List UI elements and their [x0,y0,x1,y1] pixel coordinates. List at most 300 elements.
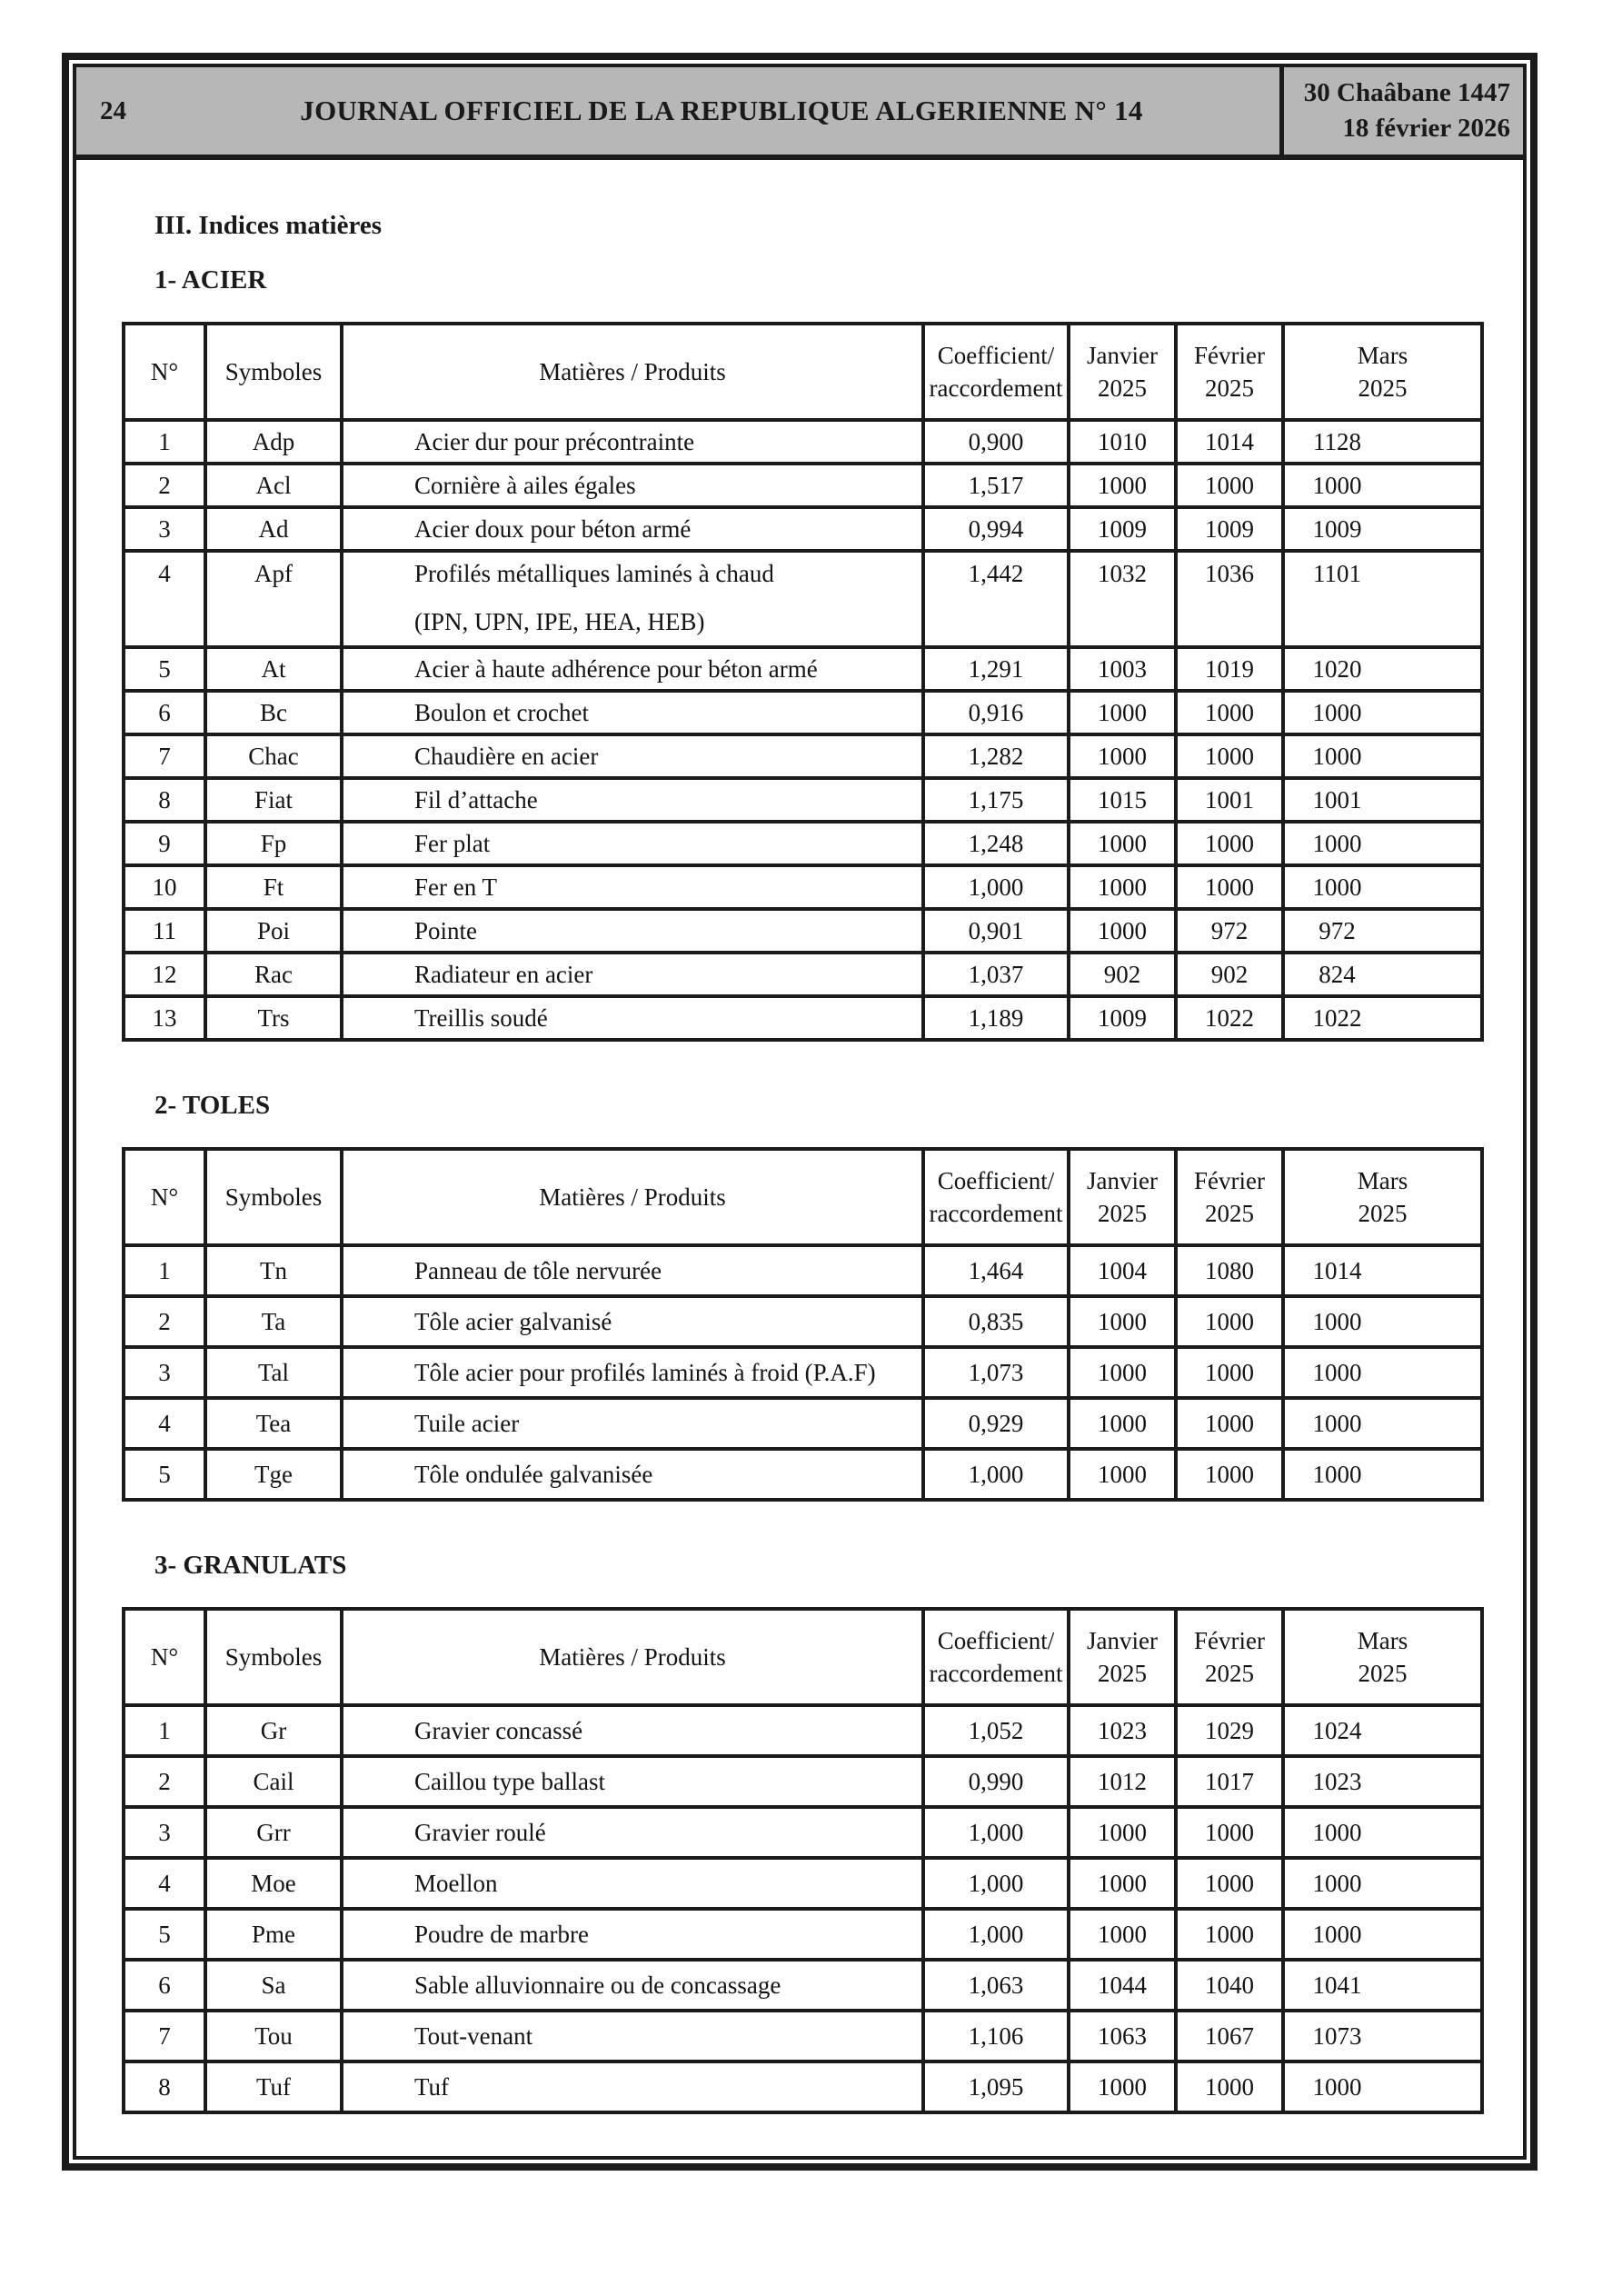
cell-produit [342,734,923,778]
cell-symbole: Ta [205,1296,342,1347]
col-fevrier [1176,324,1283,420]
cell-symbole: Grr [205,1807,342,1858]
cell-coefficient: 1,000 [923,1807,1069,1858]
cell-symbole: Rac [205,953,342,996]
cell-janvier: 1000 [1069,822,1176,865]
cell-mars: 1024 [1283,1705,1482,1756]
cell-mars: 1000 [1283,464,1482,507]
cell-produit [342,1347,923,1398]
cell-coefficient: 1,175 [923,778,1069,822]
table-toles [122,1147,1484,1502]
cell-janvier: 1000 [1069,2061,1176,2112]
col-symboles: Symboles [205,1149,342,1245]
cell-fevrier: 1000 [1176,691,1283,734]
cell-produit [342,1296,923,1347]
cell-fevrier: 1022 [1176,996,1283,1040]
cell-numero: 2 [124,464,205,507]
col-fevrier [1176,1149,1283,1245]
cell-symbole: Tuf [205,2061,342,2112]
table-row [124,464,1482,507]
cell-numero: 13 [124,996,205,1040]
produit-text: Tuf [414,2072,450,2101]
table-row [124,1807,1482,1858]
table-row [124,909,1482,953]
cell-produit [342,822,923,865]
cell-mars: 1000 [1283,691,1482,734]
cell-mars: 1041 [1283,1960,1482,2011]
table-title-granulats: 3- GRANULATS [154,1551,347,1580]
cell-produit [342,1449,923,1500]
col-mars-line1: Mars [1357,342,1408,369]
cell-produit [342,1705,923,1756]
cell-coefficient: 1,248 [923,822,1069,865]
col-mars-line2: 2025 [1358,374,1408,402]
col-janvier-line2: 2025 [1098,374,1147,402]
date-box [1279,67,1523,155]
cell-coefficient: 0,835 [923,1296,1069,1347]
col-fevrier-line1: Février [1194,1627,1265,1654]
cell-symbole: Trs [205,996,342,1040]
table-row [124,1909,1482,1960]
cell-mars: 1000 [1283,1398,1482,1449]
cell-fevrier: 1000 [1176,1858,1283,1909]
cell-mars: 1000 [1283,1449,1482,1500]
cell-produit [342,1909,923,1960]
produit-text: Moellon [414,1869,498,1897]
cell-fevrier: 1017 [1176,1756,1283,1807]
produit-text: Poudre de marbre [414,1920,589,1948]
cell-symbole: Tge [205,1449,342,1500]
cell-produit [342,1807,923,1858]
cell-janvier: 1000 [1069,1807,1176,1858]
cell-numero: 1 [124,1245,205,1296]
cell-fevrier: 1000 [1176,464,1283,507]
cell-fevrier: 1000 [1176,1347,1283,1398]
produit-text: Fer en T [414,873,497,901]
produit-text: Acier doux pour béton armé [414,514,692,543]
table-row [124,2061,1482,2112]
cell-mars: 1000 [1283,2061,1482,2112]
cell-janvier: 1009 [1069,996,1176,1040]
col-produits: Matières / Produits [342,1149,923,1245]
cell-numero: 8 [124,778,205,822]
table-row [124,865,1482,909]
col-mars-line1: Mars [1357,1627,1408,1654]
cell-coefficient: 1,106 [923,2011,1069,2061]
produit-text-line2: (IPN, UPN, IPE, HEA, HEB) [414,608,705,635]
cell-janvier: 1000 [1069,464,1176,507]
col-coefficient [923,1149,1069,1245]
produit-text: Treillis soudé [414,1003,548,1032]
cell-produit [342,691,923,734]
cell-produit [342,778,923,822]
col-mars-line1: Mars [1357,1167,1408,1194]
table-row [124,647,1482,691]
produit-text: Gravier roulé [414,1818,546,1846]
table-row [124,1960,1482,2011]
produit-text: Profilés métalliques laminés à chaud [414,560,774,587]
col-produits: Matières / Produits [342,324,923,420]
col-mars [1283,1609,1482,1705]
col-fevrier-line2: 2025 [1205,1200,1254,1227]
cell-coefficient: 1,464 [923,1245,1069,1296]
cell-produit [342,1398,923,1449]
col-fevrier-line1: Février [1194,342,1265,369]
table-row [124,2011,1482,2061]
produit-text: Chaudière en acier [414,742,599,770]
cell-produit [342,1756,923,1807]
col-janvier-line1: Janvier [1087,1167,1158,1194]
table-acier [122,322,1484,1042]
cell-mars: 1022 [1283,996,1482,1040]
col-coefficient-line1: Coefficient/ [937,1627,1055,1654]
cell-mars: 1000 [1283,734,1482,778]
cell-mars: 1000 [1283,1858,1482,1909]
cell-fevrier: 1000 [1176,1807,1283,1858]
cell-fevrier: 902 [1176,953,1283,996]
cell-symbole: Tn [205,1245,342,1296]
table-row [124,1756,1482,1807]
cell-symbole: Cail [205,1756,342,1807]
cell-produit [342,551,923,647]
page-number: 24 [100,95,126,125]
col-coefficient-line1: Coefficient/ [937,1167,1055,1194]
table-body-granulats [124,1705,1482,2112]
col-coefficient [923,1609,1069,1705]
col-symboles: Symboles [205,1609,342,1705]
cell-mars: 1009 [1283,507,1482,551]
col-janvier [1069,324,1176,420]
produit-text: Acier dur pour précontrainte [414,427,695,455]
cell-janvier: 1044 [1069,1960,1176,2011]
cell-produit [342,507,923,551]
col-coefficient-line2: raccordement [929,374,1063,402]
col-coefficient-line2: raccordement [929,1200,1063,1227]
cell-janvier: 1003 [1069,647,1176,691]
table-row [124,734,1482,778]
cell-janvier: 1012 [1069,1756,1176,1807]
cell-fevrier: 1040 [1176,1960,1283,2011]
cell-janvier: 1000 [1069,691,1176,734]
cell-janvier: 902 [1069,953,1176,996]
cell-numero: 10 [124,865,205,909]
cell-mars: 1014 [1283,1245,1482,1296]
col-janvier [1069,1609,1176,1705]
cell-coefficient: 1,000 [923,1858,1069,1909]
cell-produit [342,647,923,691]
table-row [124,1296,1482,1347]
cell-symbole: Adp [205,420,342,464]
col-fevrier-line1: Février [1194,1167,1265,1194]
cell-fevrier: 1000 [1176,865,1283,909]
cell-fevrier: 1000 [1176,734,1283,778]
cell-mars: 1001 [1283,778,1482,822]
cell-mars: 1020 [1283,647,1482,691]
cell-symbole: Bc [205,691,342,734]
cell-fevrier: 1080 [1176,1245,1283,1296]
cell-janvier: 1000 [1069,865,1176,909]
cell-fevrier: 1019 [1176,647,1283,691]
cell-coefficient: 1,000 [923,1909,1069,1960]
cell-coefficient: 1,037 [923,953,1069,996]
cell-numero: 3 [124,507,205,551]
cell-mars: 1101 [1283,551,1482,647]
cell-janvier: 1000 [1069,909,1176,953]
produit-text: Tôle ondulée galvanisée [414,1460,653,1488]
cell-janvier: 1009 [1069,507,1176,551]
produit-text: Boulon et crochet [414,698,589,726]
table-header-row [124,324,1482,420]
table-title-acier: 1- ACIER [154,265,267,294]
cell-coefficient: 1,189 [923,996,1069,1040]
cell-coefficient: 1,291 [923,647,1069,691]
col-mars-line2: 2025 [1358,1200,1408,1227]
cell-janvier: 1000 [1069,1909,1176,1960]
table-row [124,1858,1482,1909]
cell-coefficient: 1,000 [923,865,1069,909]
cell-mars: 1000 [1283,1347,1482,1398]
cell-produit [342,909,923,953]
cell-symbole: Pme [205,1909,342,1960]
col-janvier-line1: Janvier [1087,342,1158,369]
table-row [124,1245,1482,1296]
cell-coefficient: 0,929 [923,1398,1069,1449]
table-row [124,778,1482,822]
col-numero: N° [124,1149,205,1245]
produit-text: Acier à haute adhérence pour béton armé [414,654,818,683]
cell-coefficient: 0,990 [923,1756,1069,1807]
col-mars-line2: 2025 [1358,1660,1408,1687]
date-gregorian: 18 février 2026 [1342,114,1510,143]
table-body-acier [124,420,1482,1040]
cell-coefficient: 0,994 [923,507,1069,551]
cell-symbole: Ft [205,865,342,909]
cell-symbole: Fp [205,822,342,865]
table-title-toles: 2- TOLES [154,1091,271,1120]
cell-symbole: Moe [205,1858,342,1909]
cell-numero: 2 [124,1756,205,1807]
table-row [124,1347,1482,1398]
cell-coefficient: 1,282 [923,734,1069,778]
cell-produit [342,1245,923,1296]
cell-mars: 1000 [1283,865,1482,909]
cell-coefficient: 1,052 [923,1705,1069,1756]
cell-numero: 4 [124,551,205,647]
cell-fevrier: 1000 [1176,822,1283,865]
produit-text: Fer plat [414,829,491,857]
cell-fevrier: 1000 [1176,1909,1283,1960]
cell-coefficient: 1,063 [923,1960,1069,2011]
cell-janvier: 1000 [1069,1858,1176,1909]
cell-janvier: 1063 [1069,2011,1176,2061]
cell-janvier: 1000 [1069,1296,1176,1347]
col-coefficient [923,324,1069,420]
col-fevrier-line2: 2025 [1205,1660,1254,1687]
table-row [124,1398,1482,1449]
col-numero: N° [124,324,205,420]
table-body-toles [124,1245,1482,1500]
table-row [124,507,1482,551]
cell-numero: 7 [124,734,205,778]
cell-coefficient: 1,442 [923,551,1069,647]
produit-text: Tôle acier pour profilés laminés à froid (P.A.F) [414,1358,876,1386]
cell-numero: 6 [124,1960,205,2011]
cell-coefficient: 0,900 [923,420,1069,464]
col-coefficient-line1: Coefficient/ [937,342,1055,369]
cell-numero: 5 [124,647,205,691]
table-granulats [122,1607,1484,2114]
cell-janvier: 1015 [1069,778,1176,822]
cell-produit [342,865,923,909]
cell-mars: 972 [1283,909,1482,953]
cell-symbole: Gr [205,1705,342,1756]
cell-janvier: 1023 [1069,1705,1176,1756]
cell-janvier: 1000 [1069,1449,1176,1500]
table-row [124,822,1482,865]
col-janvier-line1: Janvier [1087,1627,1158,1654]
produit-text: Radiateur en acier [414,960,593,988]
produit-text: Fil d’attache [414,785,538,814]
cell-janvier: 1032 [1069,551,1176,647]
cell-numero: 2 [124,1296,205,1347]
col-mars [1283,1149,1482,1245]
table-row [124,1705,1482,1756]
cell-produit [342,464,923,507]
cell-symbole: Poi [205,909,342,953]
table-header-row [124,1609,1482,1705]
produit-text: Tout-venant [414,2021,533,2050]
cell-janvier: 1010 [1069,420,1176,464]
cell-numero: 3 [124,1347,205,1398]
cell-coefficient: 0,916 [923,691,1069,734]
cell-symbole: Sa [205,1960,342,2011]
page-content [76,160,1523,2114]
cell-fevrier: 1000 [1176,1296,1283,1347]
page-frame [62,53,1537,2171]
cell-mars: 1000 [1283,822,1482,865]
section-title: III. Indices matières [154,211,382,240]
cell-symbole: Acl [205,464,342,507]
cell-numero: 6 [124,691,205,734]
table-row [124,953,1482,996]
date-hijri: 30 Chaâbane 1447 [1303,78,1510,107]
cell-produit [342,2061,923,2112]
col-mars [1283,324,1482,420]
col-janvier-line2: 2025 [1098,1200,1147,1227]
cell-coefficient: 0,901 [923,909,1069,953]
cell-numero: 5 [124,1449,205,1500]
produit-text: Gravier concassé [414,1716,583,1744]
col-janvier [1069,1149,1176,1245]
cell-numero: 9 [124,822,205,865]
produit-text: Sable alluvionnaire ou de concassage [414,1971,781,1999]
cell-symbole: At [205,647,342,691]
table-row [124,420,1482,464]
table-row [124,1449,1482,1500]
table-row [124,551,1482,647]
cell-produit [342,1960,923,2011]
cell-numero: 8 [124,2061,205,2112]
table-row [124,996,1482,1040]
cell-fevrier: 1000 [1176,1449,1283,1500]
cell-numero: 1 [124,1705,205,1756]
cell-produit [342,953,923,996]
cell-fevrier: 1000 [1176,1398,1283,1449]
cell-fevrier: 1009 [1176,507,1283,551]
col-janvier-line2: 2025 [1098,1660,1147,1687]
table-row [124,691,1482,734]
cell-symbole: Tea [205,1398,342,1449]
cell-symbole: Apf [205,551,342,647]
produit-text: Panneau de tôle nervurée [414,1256,662,1284]
cell-produit [342,2011,923,2061]
cell-numero: 3 [124,1807,205,1858]
produit-text: Cornière à ailes égales [414,471,636,499]
cell-fevrier: 1029 [1176,1705,1283,1756]
cell-fevrier: 1067 [1176,2011,1283,2061]
cell-produit [342,420,923,464]
col-symboles: Symboles [205,324,342,420]
col-coefficient-line2: raccordement [929,1660,1063,1687]
table-header-row [124,1149,1482,1245]
cell-symbole: Chac [205,734,342,778]
cell-mars: 1073 [1283,2011,1482,2061]
cell-numero: 1 [124,420,205,464]
cell-symbole: Ad [205,507,342,551]
cell-symbole: Tal [205,1347,342,1398]
cell-numero: 4 [124,1858,205,1909]
col-fevrier [1176,1609,1283,1705]
col-numero: N° [124,1609,205,1705]
cell-janvier: 1004 [1069,1245,1176,1296]
cell-mars: 1000 [1283,1807,1482,1858]
cell-numero: 12 [124,953,205,996]
cell-mars: 1000 [1283,1909,1482,1960]
produit-text: Tuile acier [414,1409,520,1437]
cell-fevrier: 972 [1176,909,1283,953]
cell-coefficient: 1,517 [923,464,1069,507]
cell-mars: 1000 [1283,1296,1482,1347]
produit-text: Caillou type ballast [414,1767,605,1795]
cell-fevrier: 1036 [1176,551,1283,647]
page-header [76,67,1523,160]
col-produits: Matières / Produits [342,1609,923,1705]
cell-numero: 5 [124,1909,205,1960]
cell-produit [342,1858,923,1909]
cell-produit [342,996,923,1040]
cell-janvier: 1000 [1069,1398,1176,1449]
cell-mars: 824 [1283,953,1482,996]
cell-fevrier: 1000 [1176,2061,1283,2112]
journal-title: JOURNAL OFFICIEL DE LA REPUBLIQUE ALGERIENNE N° 14 [300,95,1143,126]
cell-symbole: Tou [205,2011,342,2061]
cell-symbole: Fiat [205,778,342,822]
cell-mars: 1128 [1283,420,1482,464]
page-frame-inner [73,64,1527,2160]
cell-numero: 7 [124,2011,205,2061]
cell-numero: 11 [124,909,205,953]
produit-text: Pointe [414,916,478,944]
cell-fevrier: 1014 [1176,420,1283,464]
cell-numero: 4 [124,1398,205,1449]
produit-text: Tôle acier galvanisé [414,1307,612,1335]
cell-janvier: 1000 [1069,1347,1176,1398]
cell-coefficient: 1,073 [923,1347,1069,1398]
cell-janvier: 1000 [1069,734,1176,778]
cell-mars: 1023 [1283,1756,1482,1807]
col-fevrier-line2: 2025 [1205,374,1254,402]
cell-fevrier: 1001 [1176,778,1283,822]
